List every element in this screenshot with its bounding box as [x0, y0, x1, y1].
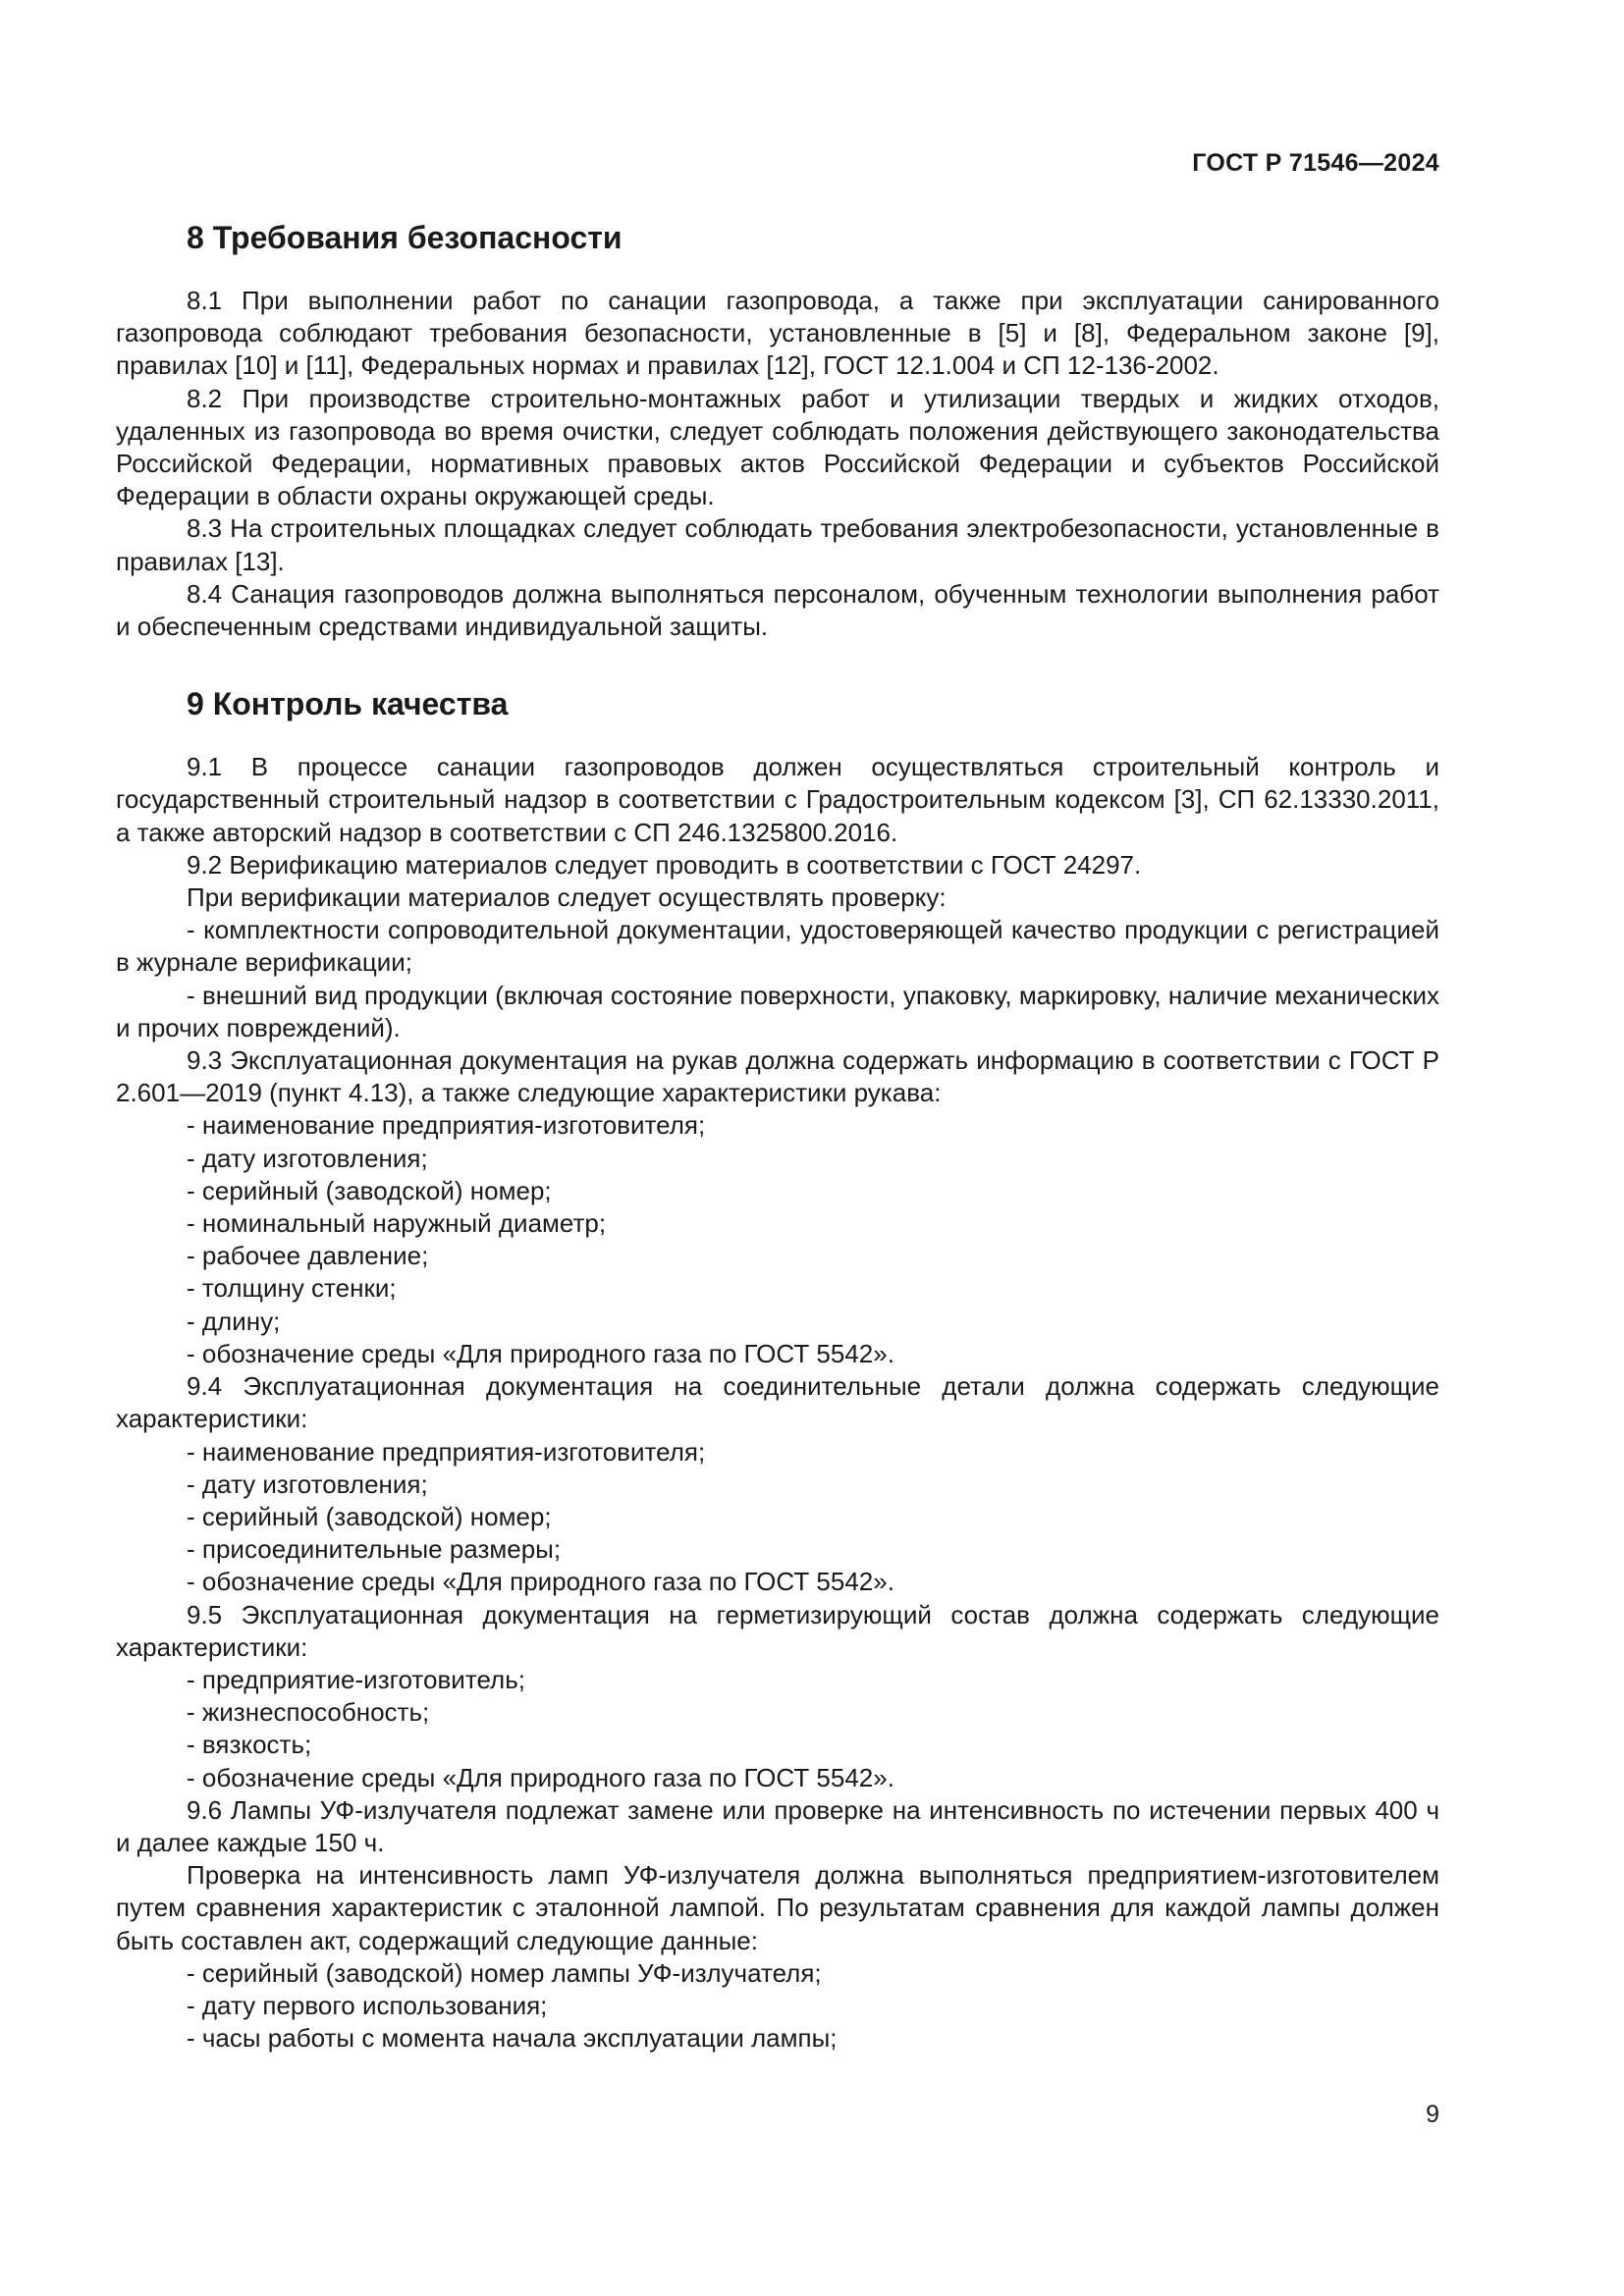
paragraph-9-1: 9.1 В процессе санации газопроводов должен осуществляться строительный контроль и государственный строительный надзор в соответствии с Градостроительным кодексом [3], СП 62.13330.2011, а также авторский надзор в соответствии с СП 246.1325800.2016. [116, 752, 1439, 847]
list-item: - комплектности сопроводительной документации, удостоверяющей качество продукции с регистрацией в журнале верификации; [116, 915, 1439, 978]
list-fittings-characteristics [116, 1436, 1439, 1599]
list-item: - длину; [187, 1306, 281, 1336]
list-item: - дату первого использования; [187, 1990, 548, 2020]
list-item: - дату изготовления; [187, 1468, 428, 1499]
list-item: - вязкость; [187, 1730, 312, 1760]
list-item: - наименование предприятия-изготовителя; [187, 1436, 706, 1467]
list-item: - обозначение среды «Для природного газа по ГОСТ 5542». [187, 1762, 894, 1792]
paragraph-8-3: 8.3 На строительных площадках следует соблюдать требования электробезопасности, установленные в правилах [13]. [116, 513, 1439, 576]
list-sealant-characteristics [116, 1664, 1439, 1794]
paragraph-8-4: 8.4 Санация газопроводов должна выполняться персоналом, обученным технологии выполнения работ и обеспеченным средствами индивидуальной защиты. [116, 578, 1439, 642]
list-item: - обозначение среды «Для природного газа по ГОСТ 5542». [187, 1338, 894, 1368]
list-item: - часы работы с момента начала эксплуатации лампы; [187, 2023, 838, 2054]
paragraph-9-5: 9.5 Эксплуатационная документация на герметизирующий состав должна содержать следующие характеристики: [116, 1599, 1439, 1662]
list-item: - номинальный наружный диаметр; [187, 1208, 607, 1239]
list-hose-characteristics [116, 1109, 1439, 1370]
paragraph-8-2: 8.2 При производстве строительно-монтажных работ и утилизации твердых и жидких отходов, удаленных из газопровода во время очистки, следует соблюдать положения действующего законодательства Российской Федерации, нормативных правовых актов Российской Федерации и субъектов Российской Федерации в области охраны окружающей среды. [116, 383, 1439, 511]
paragraph-8-1: 8.1 При выполнении работ по санации газопровода, а также при эксплуатации санированного газопровода соблюдают требования безопасности, установленные в [5] и [8], Федеральном законе [9], правилах [10] и [11], Федеральных нормах и правилах [12], ГОСТ 12.1.004 и СП 12-136-2002. [116, 286, 1439, 381]
list-lamp-report-data [116, 1957, 1439, 2056]
list-item: - внешний вид продукции (включая состояние поверхности, упаковку, маркировку, наличие механических и прочих повреждений). [116, 980, 1439, 1042]
page-content [116, 218, 1439, 2055]
list-item: - серийный (заводской) номер; [187, 1501, 552, 1531]
list-item: - присоединительные размеры; [187, 1534, 562, 1565]
list-item: - дату изготовления; [187, 1143, 428, 1173]
page-number: 9 [1426, 2101, 1439, 2128]
list-item: - серийный (заводской) номер лампы УФ-излучателя; [187, 1957, 822, 1988]
paragraph-9-3: 9.3 Эксплуатационная документация на рукав должна содержать информацию в соответствии с ГОСТ Р 2.601—2019 (пункт 4.13), а также следующие характеристики рукава: [116, 1045, 1439, 1108]
paragraph-9-6-inspection: Проверка на интенсивность ламп УФ-излучателя должна выполняться предприятием-изготовителем путем сравнения характеристик с эталонной лампой. По результатам сравнения для каждой лампы должен быть составлен акт, содержащий следующие данные: [116, 1860, 1439, 1955]
list-item: - толщину стенки; [187, 1273, 397, 1304]
list-item: - наименование предприятия-изготовителя; [187, 1110, 706, 1141]
list-item: - жизнеспособность; [187, 1697, 430, 1728]
paragraph-9-2: 9.2 Верификацию материалов следует проводить в соответствии с ГОСТ 24297. [187, 849, 1142, 880]
section-8-title: 8 Требования безопасности [187, 220, 623, 255]
list-item: - рабочее давление; [187, 1241, 429, 1271]
list-item: - обозначение среды «Для природного газа по ГОСТ 5542». [187, 1567, 894, 1597]
list-verification [116, 914, 1439, 1044]
section-9-title: 9 Контроль качества [187, 686, 509, 722]
list-item: - серийный (заводской) номер; [187, 1175, 552, 1205]
paragraph-9-4: 9.4 Эксплуатационная документация на соединительные детали должна содержать следующие характеристики: [116, 1371, 1439, 1434]
paragraph-9-2-intro: При верификации материалов следует осуществлять проверку: [187, 882, 947, 913]
paragraph-9-6: 9.6 Лампы УФ-излучателя подлежат замене или проверке на интенсивность по истечении первых 400 ч и далее каждые 150 ч. [116, 1794, 1439, 1857]
document-code: ГОСТ Р 71546—2024 [1192, 149, 1439, 177]
list-item: - предприятие-изготовитель; [187, 1664, 525, 1694]
